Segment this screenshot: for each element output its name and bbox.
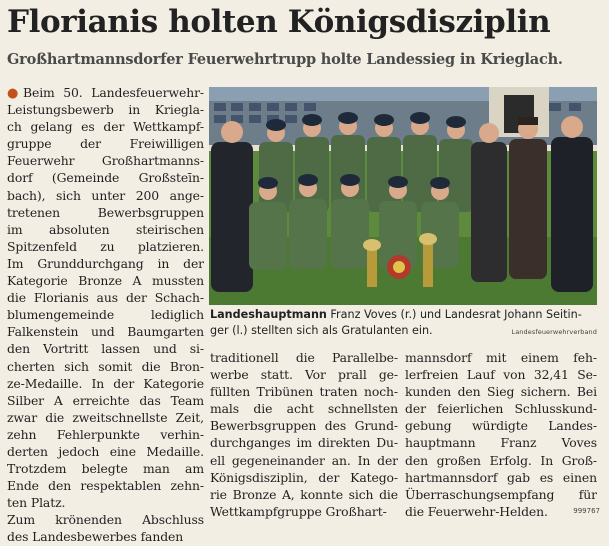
text-line: mals die acht schnellsten xyxy=(210,401,398,417)
text-line: Silber A erreichte das Team xyxy=(7,392,204,408)
text-line: Ende den respektablen zehn- xyxy=(7,478,204,494)
article-code: 999767 xyxy=(573,507,600,515)
text-line: die Florianis aus der Schach- xyxy=(7,290,204,306)
text-line: werbe statt. Vor prall ge- xyxy=(210,367,398,383)
text-line: cherten sich somit die Bron- xyxy=(7,358,204,374)
text-line: ch gelang es der Wettkampf- xyxy=(7,119,204,135)
text-line: mannsdorf mit einem feh- xyxy=(405,350,597,365)
text-line: ten Platz. xyxy=(7,495,66,511)
text-line: traditionell die Parallelbe- xyxy=(210,350,398,365)
text-line: Kategorie Bronze A mussten xyxy=(7,273,204,289)
text-line: ●Beim 50. Landesfeuerwehr- xyxy=(7,85,204,101)
text-line: Königsdisziplin, der Katego- xyxy=(210,469,398,485)
article-column-1 xyxy=(7,84,204,546)
text-line: Überraschungsempfang für xyxy=(405,486,597,502)
text-line: gruppe der Freiwilligen xyxy=(7,136,204,152)
text-line: lerfreien Lauf von 32,41 Se- xyxy=(405,367,597,383)
text-line: Falkenstein und Baumgarten xyxy=(7,324,204,340)
text-line: Zum krönenden Abschluss xyxy=(7,512,204,528)
text-line: Im Grunddurchgang in der xyxy=(7,255,204,271)
text-line: des Landesbewerbes fanden xyxy=(7,529,184,545)
text-line: ze-Medaille. In der Kategorie xyxy=(7,375,204,391)
subheadline: Großhartmannsdorfer Feuerwehrtrupp holte Landessieg in Krieglach. xyxy=(7,51,563,68)
text-line: den großen Erfolg. In Groß- xyxy=(405,452,597,468)
text-line: ell gegeneinander an. In der xyxy=(210,452,398,468)
text-line: der feierlichen Schlusskund- xyxy=(405,401,597,417)
article-column-3 xyxy=(405,349,597,520)
text-line: derten jedoch eine Medaille. xyxy=(7,443,204,459)
text-line: Bewerbsgruppen des Grund- xyxy=(210,418,398,434)
text-line: Wettkampfgruppe Großhart- xyxy=(210,503,387,519)
text-line: Trotzdem belegte man am xyxy=(7,461,204,477)
text-line: Spitzenfeld zu platzieren. xyxy=(7,238,204,254)
photo-credit: Landesfeuerwehrverband xyxy=(511,328,597,336)
team-photo-illustration xyxy=(209,87,597,305)
text-line: im absoluten steirischen xyxy=(7,221,204,237)
text-line: kunden den Sieg sichern. Bei xyxy=(405,384,597,400)
caption-line-2: ger (l.) stellten sich als Gratulanten ein. xyxy=(210,324,433,337)
team-photo xyxy=(209,87,597,305)
text-line: dorf (Gemeinde Großsteīn- xyxy=(7,170,204,186)
caption-line-1: Landeshauptmann Franz Voves (r.) und Landesrat Johann Seitin- xyxy=(210,308,582,321)
text-line: füllten Tribünen traten noch- xyxy=(210,384,398,400)
text-line: tretenen Bewerbsgruppen xyxy=(7,204,204,220)
bullet-dot-icon: ● xyxy=(7,86,23,101)
text-line: Feuerwehr Großhartmanns- xyxy=(7,153,204,169)
text-line: den Vortritt lassen und si- xyxy=(7,341,204,357)
caption-bold-lead: Landeshauptmann xyxy=(210,308,327,321)
text-line: gebung würdigte Landes- xyxy=(405,418,597,434)
text-line: hauptmann Franz Voves xyxy=(405,435,597,451)
text-line: Leistungsbewerb in Kriegla- xyxy=(7,102,204,118)
article-column-2 xyxy=(210,349,398,520)
text-line: blumengemeinde lediglich xyxy=(7,307,204,323)
text-line: zwar die zweitschnellste Zeit, xyxy=(7,409,204,425)
text-line: die Feuerwehr-Helden. xyxy=(405,503,548,519)
headline: Florianis holten Königsdisziplin xyxy=(7,4,551,40)
text-line: bach), sich unter 200 ange- xyxy=(7,187,204,203)
text-line: rie Bronze A, konnte sich die xyxy=(210,486,398,502)
text-line: hartmannsdorf gab es einen xyxy=(405,469,597,485)
text-line: zehn Fehlerpunkte verhin- xyxy=(7,426,204,442)
text-line: durchganges im direkten Du- xyxy=(210,435,398,451)
